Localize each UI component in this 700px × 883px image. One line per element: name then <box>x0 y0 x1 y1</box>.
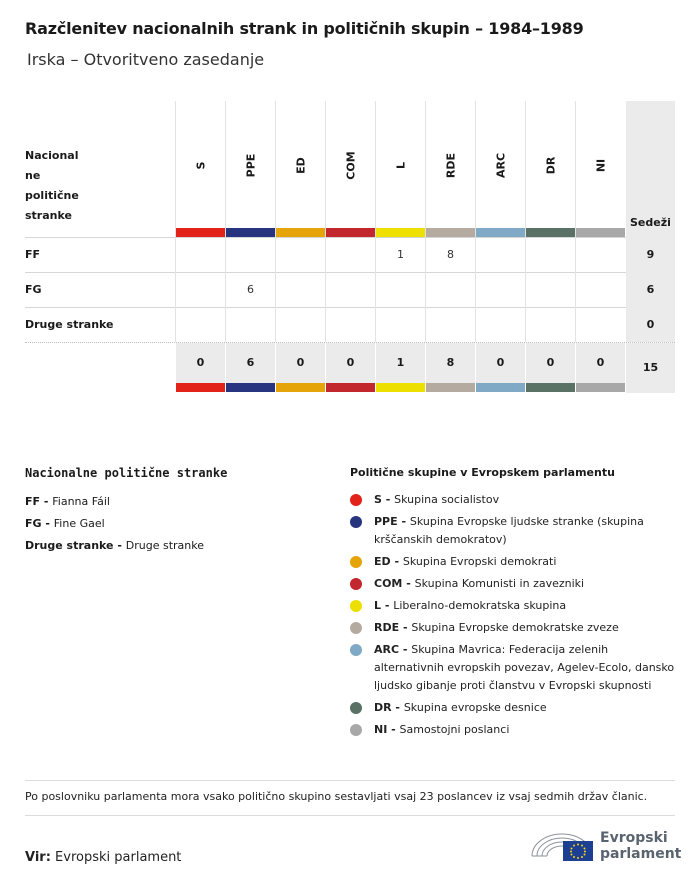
legend-dot-icon <box>350 516 362 528</box>
legend-name: Skupina Evropske ljudske stranke (skupina krščanskih demokratov) <box>374 515 644 546</box>
table-cell <box>525 237 575 272</box>
table-cell <box>275 272 325 307</box>
legend-dot-icon <box>350 578 362 590</box>
legend-item <box>25 513 325 535</box>
group-color-strip <box>176 383 225 392</box>
legend-item <box>350 513 680 549</box>
column-header <box>225 101 275 237</box>
column-header-label: S <box>194 161 207 170</box>
total-cell: 1 <box>376 343 425 383</box>
table-cell <box>325 272 375 307</box>
column-header <box>325 101 375 237</box>
row-header-line: Nacional <box>25 149 79 162</box>
logo-line: Evropski <box>600 830 668 846</box>
group-color-strip <box>326 228 375 237</box>
legend-item <box>350 553 680 571</box>
breakdown-table <box>25 101 675 393</box>
total-cell: 0 <box>476 343 525 383</box>
table-cell <box>175 272 225 307</box>
total-cell: 0 <box>326 343 375 383</box>
table-cell <box>475 307 525 342</box>
legend-dot-icon <box>350 494 362 506</box>
table-cell <box>425 307 475 342</box>
legend-name: Skupina evropske desnice <box>403 701 547 714</box>
legend-item <box>25 535 325 557</box>
group-color-strip <box>276 383 325 392</box>
group-color-strip <box>426 228 475 237</box>
column-header-label: NI <box>594 158 607 173</box>
legend-abbr: L - <box>374 599 394 612</box>
legend-abbr: ARC - <box>374 643 412 656</box>
seats-header-label: Sedeži <box>630 216 671 229</box>
total-cell: 0 <box>176 343 225 383</box>
column-header <box>275 101 325 237</box>
table-row <box>25 307 675 342</box>
divider <box>25 780 675 781</box>
legend-item <box>350 619 680 637</box>
table-cell <box>475 272 525 307</box>
row-seats: 0 <box>626 307 675 342</box>
table-cell <box>575 272 625 307</box>
table-cell <box>575 307 625 342</box>
column-header-label: ED <box>294 157 307 174</box>
table-cell <box>275 237 325 272</box>
legend-item <box>350 641 680 695</box>
footnote: Po poslovniku parlamenta mora vsako politično skupino sestavljati vsaj 23 poslancev iz vsaj sedmih držav članic. <box>25 790 648 803</box>
table-cell <box>375 307 425 342</box>
column-header-label: L <box>394 161 407 170</box>
legend-abbr: DR - <box>374 701 404 714</box>
group-color-strip <box>326 383 375 392</box>
legend-name: Skupina Mavrica: Federacija zelenih alternativnih evropskih povezav, Agelev-Ecolo, dansko ljudsko gibanje proti članstvu v Evropski skupnosti <box>374 643 675 692</box>
group-color-strip <box>176 228 225 237</box>
column-header-label: DR <box>544 156 557 175</box>
table-cell <box>325 307 375 342</box>
group-color-strip <box>576 383 625 392</box>
column-header <box>175 101 225 237</box>
legend-dot-icon <box>350 724 362 736</box>
row-header-line: stranke <box>25 209 72 222</box>
total-cell: 0 <box>576 343 625 383</box>
legend-dot-icon <box>350 556 362 568</box>
table-cell <box>575 237 625 272</box>
legend-name: Skupina socialistov <box>394 493 500 506</box>
legend-dot-icon <box>350 600 362 612</box>
legend-item <box>350 597 680 615</box>
total-seats: 15 <box>626 343 675 393</box>
legend-abbr: FG - <box>25 517 54 530</box>
legend-abbr: NI - <box>374 723 400 736</box>
legend-abbr: PPE - <box>374 515 410 528</box>
group-color-strip <box>526 228 575 237</box>
column-header-label: COM <box>344 151 357 180</box>
table-cell <box>225 237 275 272</box>
legend-abbr: COM - <box>374 577 415 590</box>
political-groups-legend <box>350 466 680 743</box>
legend-name: Skupina Komunisti in zavezniki <box>414 577 585 590</box>
total-cell: 0 <box>526 343 575 383</box>
table-cell <box>375 272 425 307</box>
table-cell <box>525 272 575 307</box>
logo-line: parlament <box>600 846 682 862</box>
table-cell <box>175 237 225 272</box>
group-color-strip <box>376 383 425 392</box>
total-cell: 0 <box>276 343 325 383</box>
table-cell: 8 <box>425 237 475 272</box>
group-color-strip <box>226 383 275 392</box>
table-cell <box>525 307 575 342</box>
legend-name: Skupina Evropske demokratske zveze <box>411 621 619 634</box>
page-subtitle: Irska – Otvoritveno zasedanje <box>27 50 265 69</box>
column-header-label: RDE <box>444 152 457 179</box>
column-header <box>575 101 625 237</box>
total-cell: 8 <box>426 343 475 383</box>
table-row <box>25 237 675 272</box>
legend-name: Liberalno-demokratska skupina <box>393 599 567 612</box>
row-header-line: ne <box>25 169 41 182</box>
group-color-strip <box>426 383 475 392</box>
group-color-strip <box>476 228 525 237</box>
table-cell <box>325 237 375 272</box>
legend-item <box>25 491 325 513</box>
table-cell <box>425 272 475 307</box>
legend-item <box>350 491 680 509</box>
source-label: Vir: <box>25 850 51 865</box>
table-cell: 1 <box>375 237 425 272</box>
column-header-label: PPE <box>244 153 257 178</box>
groups-legend-heading: Politične skupine v Evropskem parlamentu <box>350 466 615 479</box>
legend-item <box>350 575 680 593</box>
column-header-label: ARC <box>494 152 507 179</box>
legend-dot-icon <box>350 644 362 656</box>
legend-name: Fine Gael <box>53 517 105 530</box>
legend-abbr: S - <box>374 493 395 506</box>
group-color-strip <box>376 228 425 237</box>
national-parties-legend <box>25 466 325 557</box>
group-color-strip <box>276 228 325 237</box>
table-cell <box>275 307 325 342</box>
legend-dot-icon <box>350 702 362 714</box>
row-seats: 6 <box>626 272 675 307</box>
group-color-strip <box>526 383 575 392</box>
divider <box>25 815 675 816</box>
legend-abbr: ED - <box>374 555 403 568</box>
row-label: FF <box>25 248 41 261</box>
table-cell <box>225 307 275 342</box>
legend-name: Druge stranke <box>125 539 204 552</box>
legend-name: Skupina Evropski demokrati <box>402 555 557 568</box>
column-header <box>425 101 475 237</box>
row-seats: 9 <box>626 237 675 272</box>
table-cell <box>175 307 225 342</box>
table-cell <box>475 237 525 272</box>
column-header <box>525 101 575 237</box>
national-legend-heading: Nacionalne politične stranke <box>25 466 228 480</box>
legend-abbr: Druge stranke - <box>25 539 126 552</box>
column-header <box>475 101 525 237</box>
source-value: Evropski parlament <box>55 850 182 865</box>
table-cell: 6 <box>225 272 275 307</box>
parliament-hemicycle-icon <box>528 826 596 864</box>
table-row <box>25 272 675 307</box>
legend-name: Samostojni poslanci <box>399 723 510 736</box>
source <box>25 850 181 865</box>
totals-row <box>175 343 675 383</box>
row-header-line: politične <box>25 189 79 202</box>
row-label: Druge stranke <box>25 318 114 331</box>
seats-header <box>626 101 675 237</box>
logo-text <box>600 830 681 862</box>
legend-abbr: RDE - <box>374 621 412 634</box>
group-color-strip <box>226 228 275 237</box>
total-cell: 6 <box>226 343 275 383</box>
group-color-strip <box>576 228 625 237</box>
legend-dot-icon <box>350 622 362 634</box>
page-title: Razčlenitev nacionalnih strank in političnih skupin – 1984–1989 <box>25 19 584 38</box>
row-label: FG <box>25 283 42 296</box>
group-color-strip <box>476 383 525 392</box>
ep-logo <box>528 826 682 866</box>
legend-item <box>350 721 680 739</box>
row-header <box>25 146 105 226</box>
legend-item <box>350 699 680 717</box>
column-header <box>375 101 425 237</box>
legend-name: Fianna Fáil <box>52 495 110 508</box>
legend-abbr: FF - <box>25 495 53 508</box>
